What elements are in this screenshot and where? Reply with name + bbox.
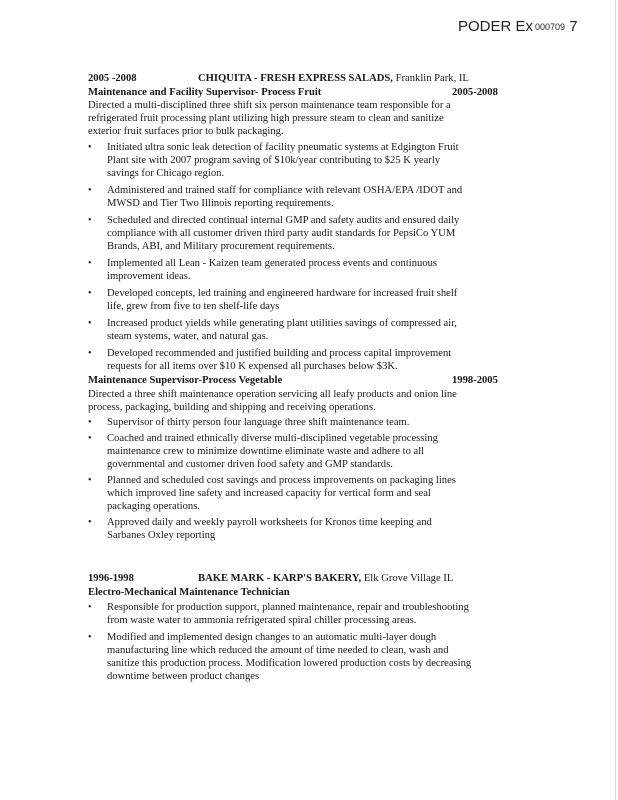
bullet-icon: • (88, 433, 92, 444)
bullet-icon: • (88, 142, 92, 153)
bullet-line: governmental and customer driven food safety and GMP standards. (107, 459, 393, 470)
page-edge (615, 0, 616, 800)
bullet-icon: • (88, 602, 92, 613)
bullet-line: improvement ideas. (107, 271, 191, 282)
bullet-icon: • (88, 258, 92, 269)
bullet-line: Brands, ABI, and Military procurement requirements. (107, 241, 335, 252)
bullet-icon: • (88, 632, 92, 643)
bullet-line: compliance with all customer driven third party audit standards for PepsiCo YUM (107, 228, 456, 239)
job2-role-title: Electro-Mechanical Maintenance Technician (88, 587, 290, 598)
job2-employer (198, 572, 453, 585)
bullet-line: Supervisor of thirty person four language three shift maintenance team. (107, 417, 410, 428)
bullet-icon: • (88, 348, 92, 359)
job1-role1-dates: 2005-2008 (452, 87, 498, 98)
bullet-line: Responsible for production support, planned maintenance, repair and troubleshooting (107, 602, 469, 613)
bullet-icon: • (88, 475, 92, 486)
bullet-line: sanitize this production process. Modification lowered production costs by decreasing (107, 658, 472, 669)
bullet-line: steam systems, water, and natural gas. (107, 331, 269, 342)
bullet-line: from waste water to ammonia refrigerated spiral chiller processing areas. (107, 615, 417, 626)
bullet-line: Developed recommended and justified building and process capital improvement (107, 348, 452, 359)
job2-company: BAKE MARK - KARP'S BAKERY, (198, 573, 362, 584)
bullet-line: life, grew from five to ten shelf-life days (107, 301, 280, 312)
bullet-line: maintenance crew to minimize downtime eliminate waste and adhere to all (107, 446, 425, 457)
bullet-line: Sarbanes Oxley reporting (107, 530, 216, 541)
exhibit-number: 7 (569, 18, 578, 35)
exhibit-label: Ex (515, 18, 534, 35)
job1-company: CHIQUITA - FRESH EXPRESS SALADS, (198, 73, 393, 84)
bullet-line: Administered and trained staff for compliance with relevant OSHA/EPA /IDOT and (107, 185, 463, 196)
bullet-line: Planned and scheduled cost savings and process improvements on packaging lines (107, 475, 456, 486)
bullet-line: Coached and trained ethnically diverse multi-disciplined vegetable processing (107, 433, 438, 444)
bullet-icon: • (88, 517, 92, 528)
job1-location: Franklin Park, IL (395, 73, 469, 84)
bullet-line: requests for all items over $10 K expensed all purchases below $3K. (107, 361, 398, 372)
bullet-icon: • (88, 318, 92, 329)
bullet-line: Increased product yields while generating plant utilities savings of compressed air, (107, 318, 457, 329)
bates-number: 000709 (535, 22, 566, 32)
bullet-line: which improved line safety and increased capacity for vertical form and seal (107, 488, 431, 499)
bullet-line: Plant site with 2007 program saving of $10k/year contributing to $25 K yearly (107, 155, 441, 166)
job1-role2-dates: 1998-2005 (452, 375, 498, 386)
job2-location: Elk Grove Village IL (363, 573, 454, 584)
bullet-line: savings for Chicago region. (107, 168, 225, 179)
job1-summary1-line: refrigerated fruit processing plant utilizing high pressure steam to clean and sanitize (88, 113, 444, 124)
bullet-line: Developed concepts, led training and engineered hardware for increased fruit shelf (107, 288, 458, 299)
job1-dates: 2005 -2008 (88, 73, 137, 84)
bullet-line: MWSD and Tier Two Illinois reporting requirements. (107, 198, 334, 209)
bullet-line: Approved daily and weekly payroll worksheets for Kronos time keeping and (107, 517, 432, 528)
bullet-icon: • (88, 288, 92, 299)
bullet-line: manufacturing line which reduced the amount of time needed to clean, wash and (107, 645, 449, 656)
deponent-label: PODER (458, 18, 512, 35)
bullet-line: downtime between product changes (107, 671, 260, 682)
job1-summary2-line: process, packaging, building and shipping and receiving operations. (88, 402, 376, 413)
job1-role2-title: Maintenance Supervisor-Process Vegetable (88, 375, 283, 386)
bullet-line: Scheduled and directed continual internal GMP and safety audits and ensured daily (107, 215, 460, 226)
bullet-line: Modified and implemented design changes to an automatic multi-layer dough (107, 632, 437, 643)
job1-summary2-line: Directed a three shift maintenance operation servicing all leafy products and onion line (88, 389, 457, 400)
job2-dates: 1996-1998 (88, 573, 134, 584)
bullet-line: packaging operations. (107, 501, 200, 512)
job1-summary1-line: Directed a multi-disciplined three shift six person maintenance team responsible for a (88, 100, 451, 111)
bullet-line: Implemented all Lean - Kaizen team generated process events and continuous (107, 258, 438, 269)
bullet-icon: • (88, 185, 92, 196)
job1-summary1-line: exterior fruit surfaces prior to bulk packaging. (88, 126, 284, 137)
bullet-line: Initiated ultra sonic leak detection of facility pneumatic systems at Edgington Fruit (107, 142, 459, 153)
bullet-icon: • (88, 215, 92, 226)
bullet-icon: • (88, 417, 92, 428)
exhibit-stamp (458, 18, 578, 35)
job1-role1-title: Maintenance and Facility Supervisor- Process Fruit (88, 87, 322, 98)
job1-employer (198, 72, 469, 85)
